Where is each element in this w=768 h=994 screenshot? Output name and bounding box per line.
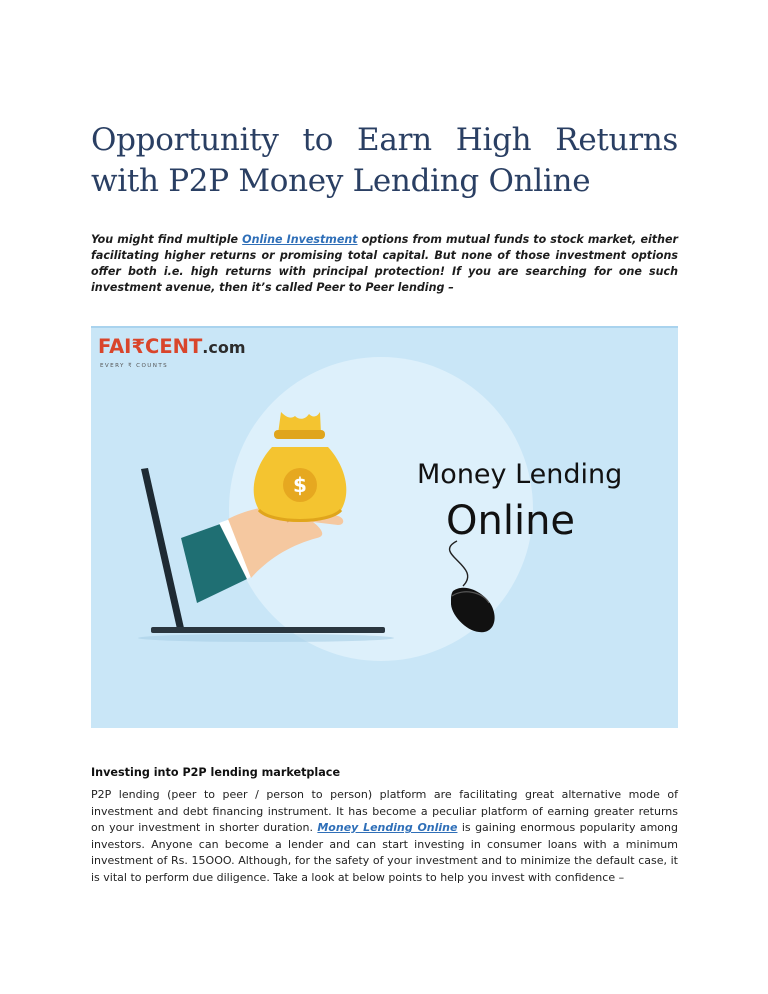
body-paragraph — [91, 787, 678, 886]
section-heading: Investing into P2P lending marketplace — [91, 766, 341, 779]
banner-headline-line2: Online — [446, 498, 576, 544]
body-text-before: P2P lending (peer to peer / person to person) platform are facilitating great alternative mode of investment and debt financing instrument. It has become a peculiar platform of earning greater returns on your investment in shorter duration. — [91, 788, 678, 834]
intro-paragraph — [91, 232, 678, 296]
dollar-icon: $ — [293, 473, 307, 497]
logo-suffix: .com — [202, 338, 246, 357]
body-text-after: is gaining enormous popularity among investors. Anyone can become a lender and can start investing in consumer loans with a minimum investment of Rs. 15OOO. Although, for the safety of your investment and to minimize the default case, it is vital to perform due diligence. Take a look at below points to help you invest with confidence – — [91, 821, 678, 884]
logo-rupee: ₹ — [131, 335, 146, 358]
page-title: Opportunity to Earn High Returns with P2P Money Lending Online — [91, 122, 678, 199]
money-lending-banner — [91, 326, 678, 728]
logo-brand-a: FAI — [98, 335, 132, 358]
intro-text-after: options from mutual funds to stock market, either facilitating higher returns or promising total capital. But none of those investment options offer both i.e. high returns with principal protection! If you are searching for one such investment avenue, then it’s called Peer to Peer lending – — [91, 233, 678, 294]
money-lending-online-link[interactable]: Money Lending Online — [317, 821, 458, 834]
online-investment-link[interactable]: Online Investment — [242, 233, 358, 246]
svg-text:FAI₹CENT.com — [98, 335, 246, 358]
logo-brand-b: CENT — [145, 335, 203, 358]
banner-headline-line1: Money Lending — [417, 459, 623, 490]
logo-tagline: EVERY ₹ COUNTS — [100, 363, 169, 369]
intro-text-before: You might find multiple — [91, 233, 243, 246]
